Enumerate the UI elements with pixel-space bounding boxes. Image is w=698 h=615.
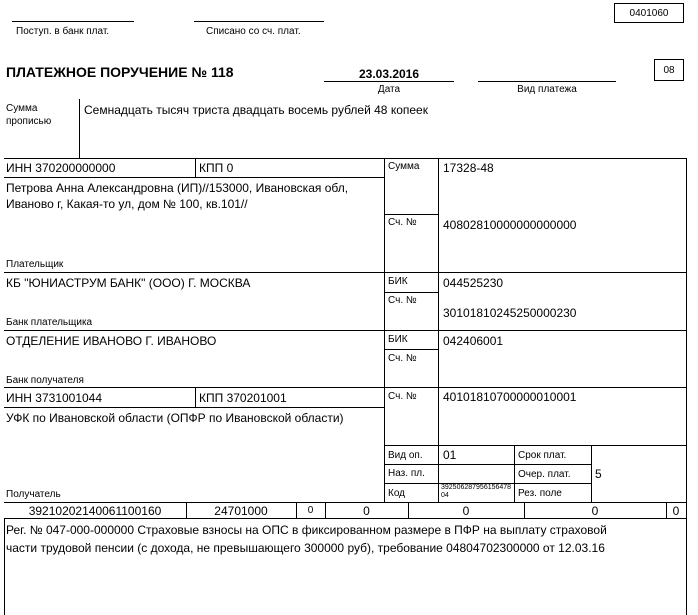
payer-account-value: 40802810000000000000 (443, 218, 577, 232)
srok-label: Срок плат. (518, 450, 567, 461)
page-title: ПЛАТЕЖНОЕ ПОРУЧЕНИЕ № 118 (6, 64, 234, 80)
payee-bik-label: БИК (388, 334, 408, 345)
payer-bank-name: КБ "ЮНИАСТРУМ БАНК" (ООО) Г. МОСКВА (6, 276, 251, 290)
payer-account-label: Сч. № (388, 217, 417, 228)
amount-words-divider (79, 99, 80, 158)
grid-line (195, 387, 196, 407)
payer-name-1: Петрова Анна Александровна (ИП)//153000, Ивановская обл, (6, 181, 349, 195)
status-code: 08 (663, 65, 675, 76)
vid-op-value: 01 (443, 448, 457, 462)
grid-line (384, 292, 438, 293)
grid-line (686, 158, 687, 615)
kod-label: Код (388, 488, 406, 499)
amount-words-value: Семнадцать тысяч триста двадцать восемь рублей 48 копеек (84, 103, 428, 117)
payee-account-value: 40101810700000010001 (443, 390, 577, 404)
grid-line (4, 407, 384, 408)
grid-line (4, 177, 384, 178)
payee-bank-name: ОТДЕЛЕНИЕ ИВАНОВО Г. ИВАНОВО (6, 334, 217, 348)
grid-line (4, 518, 5, 615)
payee-bank-label: Банк получателя (6, 375, 84, 386)
payer-name-2: Иваново г, Какая-то ул, дом № 100, кв.101// (6, 197, 248, 211)
payer-label: Плательщик (6, 259, 64, 270)
tax-doc-number: 0 (462, 504, 470, 518)
tax-period: 0 (363, 504, 370, 518)
grid-line (4, 330, 686, 331)
grid-line (384, 214, 438, 215)
rez-label: Рез. поле (518, 488, 562, 499)
debited-label: Списано со сч. плат. (206, 26, 301, 37)
payment-type-label: Вид платежа (517, 84, 577, 95)
tax-basis: 0 (307, 505, 314, 516)
grid-line (4, 272, 686, 273)
form-code: 0401060 (629, 8, 669, 19)
payee-bank-account-label: Сч. № (388, 353, 417, 364)
purpose-line-1: Рег. № 047-000-000000 Страховые взносы на ОПС в фиксированном размере в ПФР на выплату страховой (6, 523, 607, 537)
grid-line (195, 158, 196, 177)
date-label: Дата (377, 84, 401, 95)
ocher-label: Очер. плат. (518, 469, 571, 480)
naz-pl-label: Наз. пл. (388, 468, 425, 479)
grid-line (4, 387, 686, 388)
grid-line (438, 158, 439, 502)
payment-type-line (478, 81, 616, 82)
payer-kpp: КПП 0 (199, 161, 234, 175)
ocher-value: 5 (595, 467, 602, 481)
purpose-line-2: части трудовой пенсии (с дохода, не превышающего 300000 руб), требование 04804702300000 от 12.03.16 (6, 541, 605, 555)
sum-label: Сумма (388, 161, 420, 172)
payee-inn: ИНН 3731001044 (6, 391, 103, 405)
payer-bank-account-label: Сч. № (388, 295, 417, 306)
grid-line (384, 464, 592, 465)
amount-words-label-1: Сумма (6, 103, 38, 114)
payee-bik-value: 042406001 (443, 334, 504, 348)
payee-account-label: Сч. № (388, 391, 417, 402)
grid-line (384, 158, 385, 502)
payer-bank-label: Банк плательщика (6, 317, 93, 328)
payer-bank-account-value: 30101810245250000230 (443, 306, 577, 320)
bank-received-line (12, 21, 134, 22)
tax-kbk: 39210202140061100160 (28, 504, 162, 518)
date-line (324, 81, 454, 82)
grid-line (384, 349, 438, 350)
grid-line (4, 502, 686, 503)
grid-line (514, 445, 515, 502)
date-value: 23.03.2016 (358, 67, 420, 81)
kod-value: 39250628795615647804 (441, 484, 512, 499)
grid-line (384, 445, 686, 446)
sum-value: 17328-48 (443, 161, 494, 175)
payer-inn: ИНН 370200000000 (6, 161, 116, 175)
grid-line (4, 518, 686, 519)
tax-doc-date: 0 (591, 504, 599, 518)
payee-kpp: КПП 370201001 (199, 391, 287, 405)
payer-bik-value: 044525230 (443, 276, 504, 290)
payee-name: УФК по Ивановской области (ОПФР по Ивановской области) (6, 411, 344, 425)
tax-extra: 0 (672, 504, 680, 518)
grid-line (591, 445, 592, 502)
amount-words-label-2: прописью (6, 116, 52, 127)
grid-line (4, 158, 686, 159)
vid-op-label: Вид оп. (388, 450, 423, 461)
bank-received-label: Поступ. в банк плат. (16, 26, 110, 37)
payer-bik-label: БИК (388, 276, 408, 287)
tax-oktmo: 24701000 (214, 504, 268, 518)
payee-label: Получатель (6, 489, 61, 500)
debited-line (194, 21, 324, 22)
